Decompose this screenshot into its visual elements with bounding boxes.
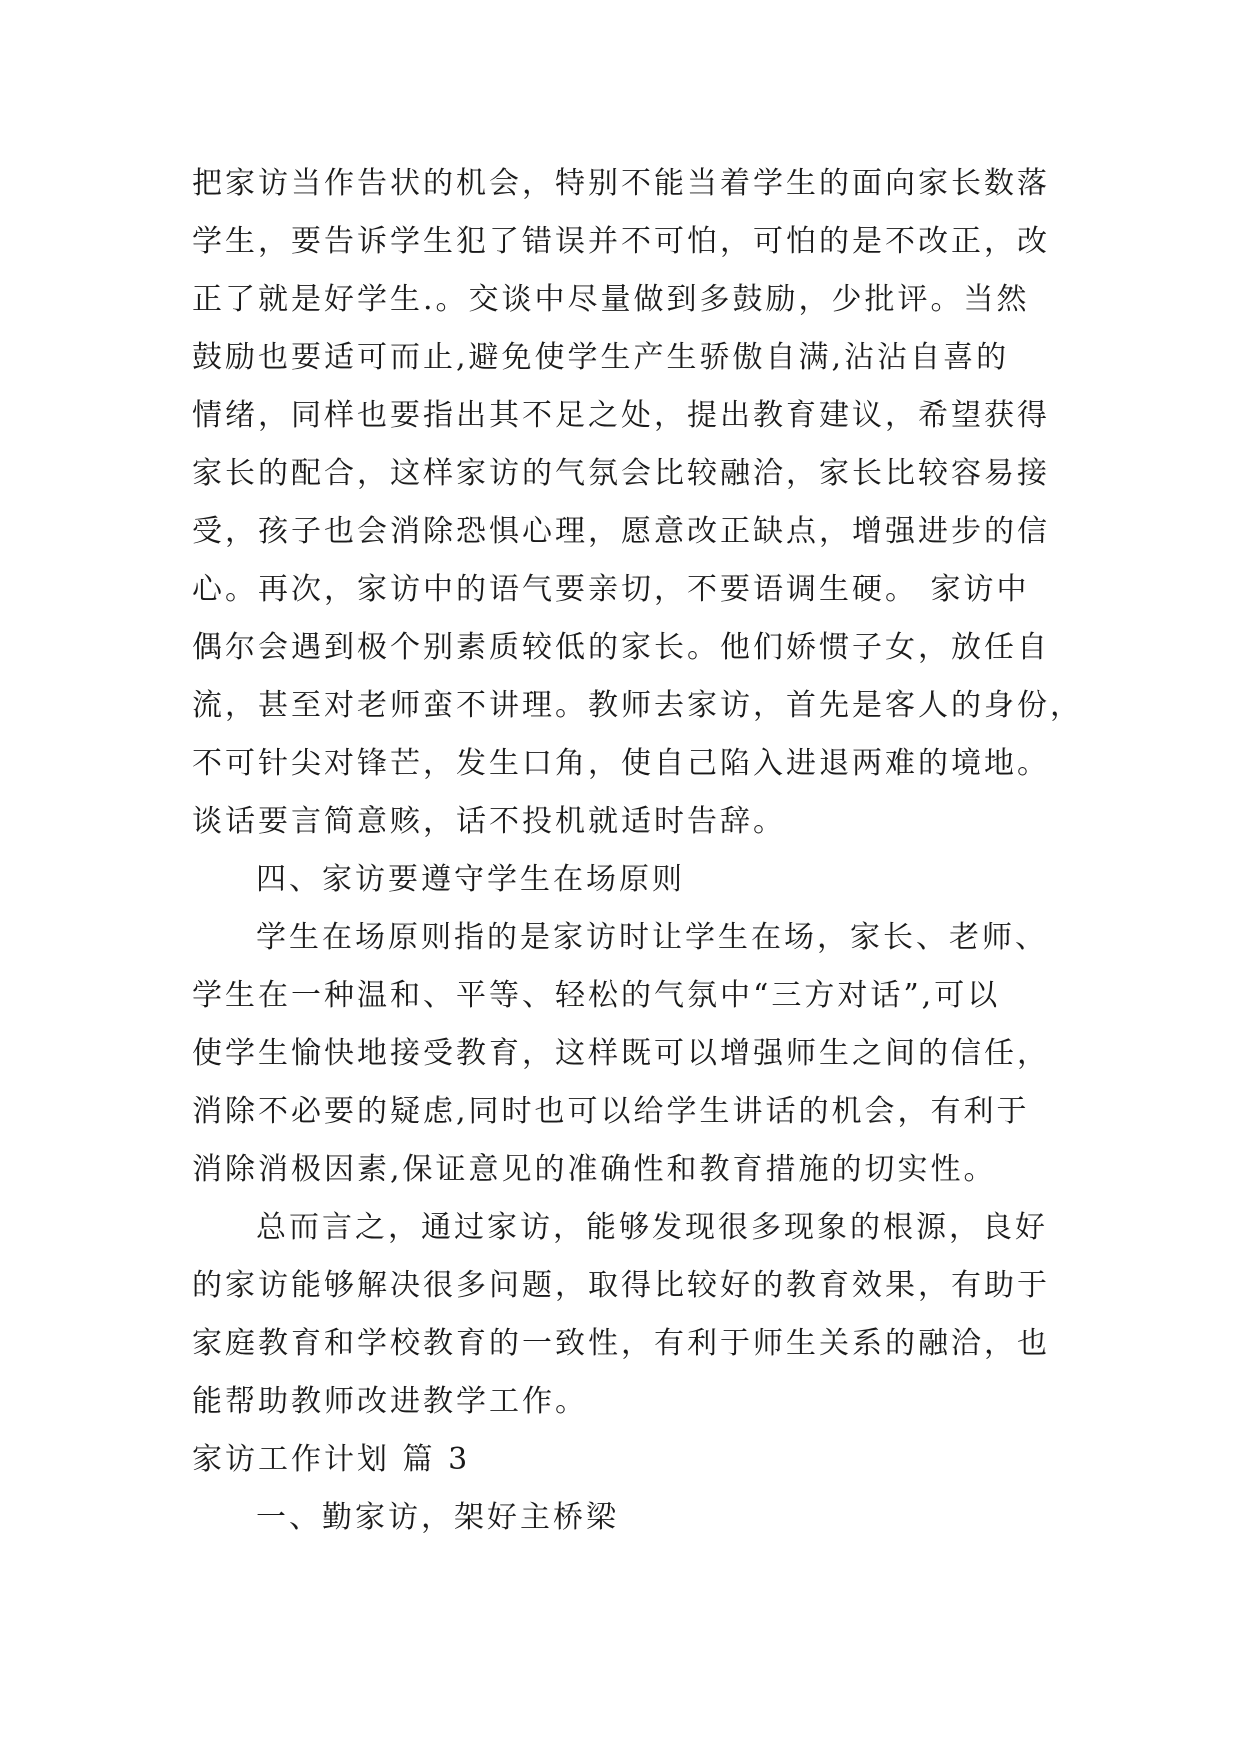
paragraph-line: 不可针尖对锋芒，发生口角，使自己陷入进退两难的境地。 bbox=[192, 746, 1050, 781]
paragraph-line: 总而言之，通过家访，能够发现很多现象的根源，良好 bbox=[256, 1210, 1048, 1245]
paragraph-line: 学生，要告诉学生犯了错误并不可怕，可怕的是不改正，改 bbox=[192, 224, 1050, 259]
document-title: 家访工作计划 篇 3 bbox=[192, 1442, 471, 1477]
paragraph-line: 消除不必要的疑虑,同时也可以给学生讲话的机会，有利于 bbox=[192, 1094, 1030, 1129]
paragraph-line: 家庭教育和学校教育的一致性，有利于师生关系的融洽，也 bbox=[192, 1326, 1050, 1361]
paragraph-line: 谈话要言简意赅，话不投机就适时告辞。 bbox=[192, 804, 786, 839]
paragraph-line: 偶尔会遇到极个别素质较低的家长。他们娇惯子女，放任自 bbox=[192, 630, 1050, 665]
paragraph-line: 的家访能够解决很多问题，取得比较好的教育效果，有助于 bbox=[192, 1268, 1050, 1303]
paragraph-line: 情绪，同样也要指出其不足之处，提出教育建议，希望获得 bbox=[192, 398, 1050, 433]
paragraph-line: 学生在一种温和、平等、轻松的气氛中“三方对话”,可以 bbox=[192, 978, 1001, 1013]
paragraph-line: 使学生愉快地接受教育，这样既可以增强师生之间的信任， bbox=[192, 1036, 1050, 1071]
paragraph-line: 流，甚至对老师蛮不讲理。教师去家访，首先是客人的身份， bbox=[192, 688, 1083, 723]
paragraph-line: 消除消极因素,保证意见的准确性和教育措施的切实性。 bbox=[192, 1152, 997, 1187]
paragraph-line: 受，孩子也会消除恐惧心理，愿意改正缺点，增强进步的信 bbox=[192, 514, 1050, 549]
section-heading: 四、家访要遵守学生在场原则 bbox=[256, 862, 685, 897]
section-heading: 一、勤家访，架好主桥梁 bbox=[256, 1500, 619, 1535]
paragraph-line: 心。再次，家访中的语气要亲切，不要语调生硬。 家访中 bbox=[192, 572, 1030, 607]
paragraph-line: 鼓励也要适可而止,避免使学生产生骄傲自满,沾沾自喜的 bbox=[192, 340, 1010, 375]
paragraph-line: 把家访当作告状的机会，特别不能当着学生的面向家长数落 bbox=[192, 166, 1050, 201]
paragraph-line: 能帮助教师改进教学工作。 bbox=[192, 1384, 588, 1419]
paragraph-line: 学生在场原则指的是家访时让学生在场，家长、老师、 bbox=[256, 920, 1048, 955]
paragraph-line: 正了就是好学生.。交谈中尽量做到多鼓励，少批评。当然 bbox=[192, 282, 1030, 317]
paragraph-line: 家长的配合，这样家访的气氛会比较融洽，家长比较容易接 bbox=[192, 456, 1050, 491]
